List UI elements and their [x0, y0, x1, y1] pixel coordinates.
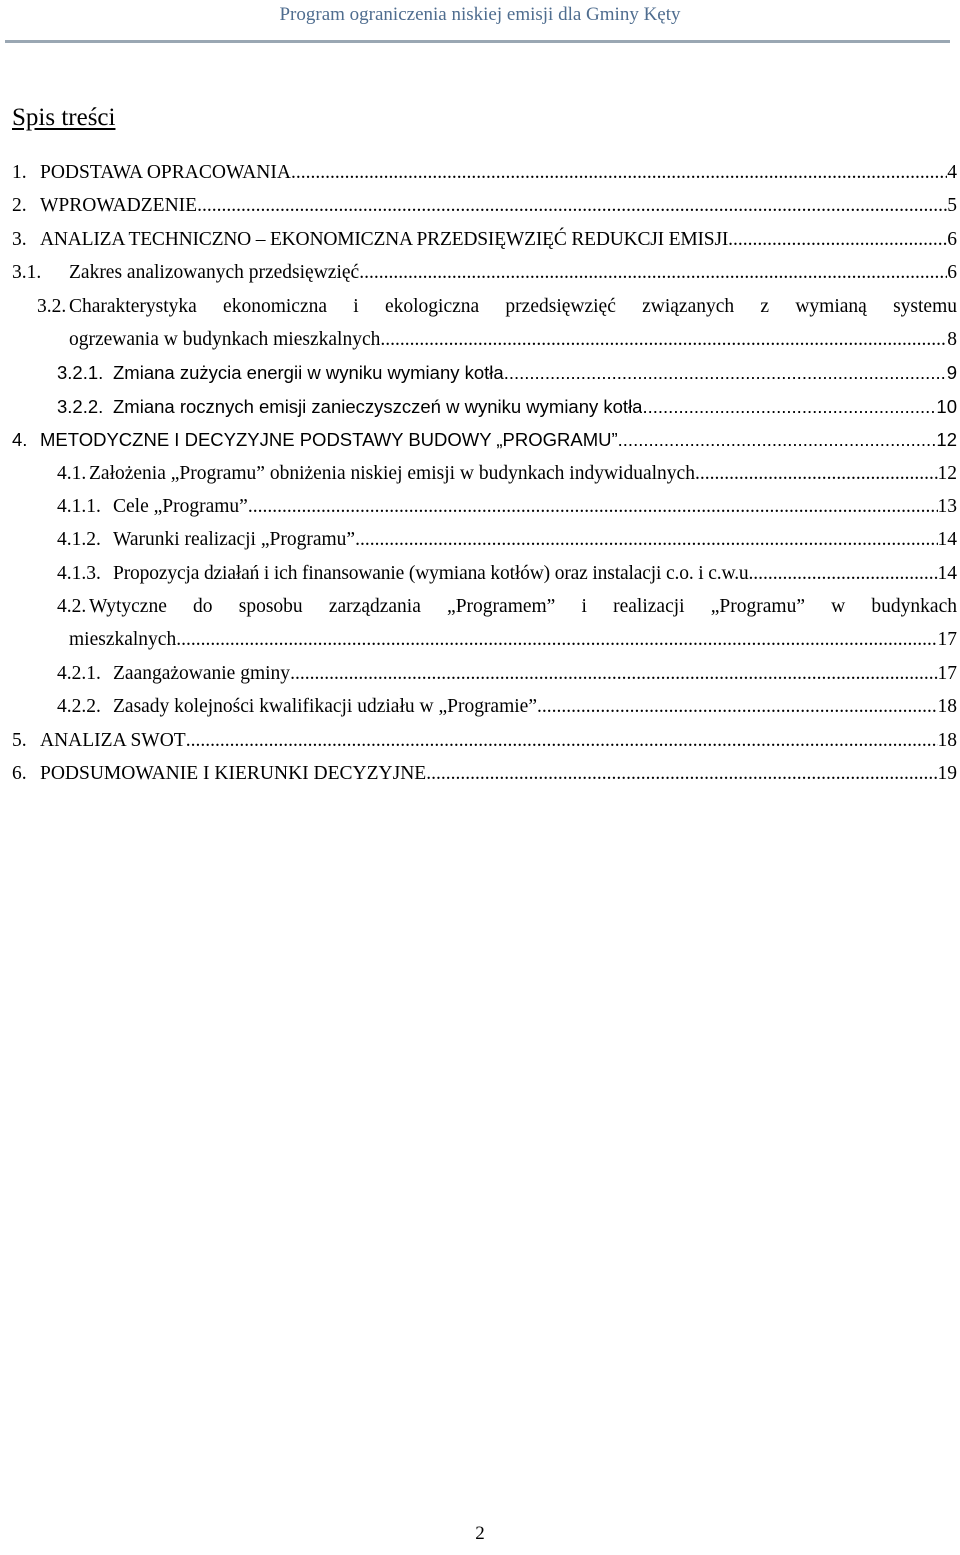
toc-entry[interactable] [0, 690, 960, 723]
toc-entry[interactable] [0, 256, 960, 289]
toc-entry-page: 6 [947, 228, 957, 250]
toc-entry-text: ANALIZA TECHNICZNO – EKONOMICZNA PRZEDSIĘWZIĘĆ REDUKCJI EMISJI [40, 228, 729, 250]
toc-entry-number: 4.1. [57, 462, 87, 484]
toc-entry-page: 8 [947, 328, 957, 350]
header-rule [5, 40, 950, 43]
toc-entry[interactable] [0, 356, 960, 389]
toc-entry-text-continued: ogrzewania w budynkach mieszkalnych [69, 328, 381, 350]
running-header [0, 0, 960, 44]
toc-entry-number: 3. [12, 228, 27, 250]
toc-entry-page: 12 [937, 462, 957, 484]
toc-entry-page: 14 [937, 562, 957, 584]
toc-entry-text: Zmiana zużycia energii w wyniku wymiany kotła [113, 362, 504, 384]
toc-entry-text: Propozycja działań i ich finansowanie (wymiana kotłów) oraz instalacji c.o. i c.w.u. [113, 562, 754, 584]
toc-entry-text: PODSTAWA OPRACOWANIA [40, 162, 291, 183]
toc-leader [642, 390, 936, 423]
toc-entry[interactable] [0, 590, 960, 657]
toc-entry[interactable] [0, 557, 960, 590]
toc-entry[interactable] [0, 490, 960, 523]
toc-entry-text: Zmiana rocznych emisji zanieczyszczeń w wyniku wymiany kotła [113, 395, 643, 417]
toc-leader [176, 623, 937, 656]
toc-entry[interactable] [0, 523, 960, 556]
toc-entry-text: Wytyczne do sposobu zarządzania „Programem” i realizacji „Programu” w budynkach [89, 596, 957, 618]
page-number: 2 [475, 1523, 485, 1544]
toc-entry-number: 1. [12, 162, 27, 183]
toc-entry[interactable] [0, 290, 960, 357]
toc-entry-number: 3.1. [12, 262, 42, 284]
toc-entry-page: 18 [937, 729, 957, 751]
document-title-header: Program ograniczenia niskiej emisji dla Gminy Kęty [279, 4, 681, 25]
toc-entry-page: 9 [946, 362, 957, 384]
toc-entry[interactable] [0, 390, 960, 423]
toc-entry-number: 4.2. [57, 596, 87, 618]
toc-leader [197, 189, 947, 222]
toc-leader [537, 690, 938, 723]
toc-entry-page: 6 [947, 262, 957, 284]
toc-leader [186, 724, 938, 757]
toc-entry-text: PODSUMOWANIE I KIERUNKI DECYZYJNE [40, 763, 427, 785]
toc-leader [426, 757, 937, 790]
toc-entry-page: 17 [937, 662, 957, 684]
toc-entry-number: 3.2.2. [57, 395, 104, 417]
toc-leader [290, 657, 937, 690]
toc-entry[interactable] [0, 724, 960, 757]
toc-entry-page: 4 [947, 162, 957, 183]
toc-leader [291, 156, 947, 189]
toc-entry[interactable] [0, 757, 960, 790]
toc-leader [618, 423, 937, 456]
toc-entry-text-continued: mieszkalnych [69, 629, 177, 651]
toc-leader [695, 457, 938, 490]
toc-entry-page: 10 [936, 395, 957, 417]
toc-entry[interactable] [0, 189, 960, 222]
toc-entry-number: 3.2. [37, 295, 67, 317]
toc-entry-number: 2. [12, 195, 27, 217]
toc-leader [355, 523, 937, 556]
toc-entry-page: 17 [937, 629, 957, 651]
toc-leader [753, 557, 937, 590]
toc-entry[interactable] [0, 423, 960, 456]
toc-heading[interactable]: Spis treści [12, 104, 116, 131]
toc-entry-text: Charakterystyka ekonomiczna i ekologiczna przedsięwzięć związanych z wymianą systemu [69, 295, 957, 317]
toc-entry-page: 5 [947, 195, 957, 217]
toc-leader [380, 323, 947, 356]
toc-entry-text: WPROWADZENIE [40, 195, 198, 217]
toc-leader [728, 223, 947, 256]
table-of-contents [0, 156, 960, 790]
toc-entry[interactable] [0, 223, 960, 256]
toc-entry-number: 6. [12, 763, 27, 785]
toc-entry-text: Założenia „Programu” obniżenia niskiej emisji w budynkach indywidualnych [89, 462, 695, 484]
toc-entry-text: Zakres analizowanych przedsięwzięć [69, 262, 360, 284]
toc-entry-text: METODYCZNE I DECYZYJNE PODSTAWY BUDOWY „PROGRAMU” [40, 429, 618, 451]
toc-entry-page: 13 [937, 495, 957, 517]
toc-entry-number: 4. [12, 429, 28, 451]
toc-entry-text: Zaangażowanie gminy [113, 662, 291, 684]
toc-entry-number: 4.1.1. [57, 495, 101, 517]
toc-entry-text: Warunki realizacji „Programu” [113, 529, 356, 551]
toc-entry-page: 18 [937, 696, 957, 718]
toc-entry-page: 12 [936, 429, 957, 451]
toc-leader [359, 256, 947, 289]
toc-entry-text: Zasady kolejności kwalifikacji udziału w „Programie” [113, 696, 537, 718]
toc-entry-number: 4.1.3. [57, 562, 101, 584]
toc-entry[interactable] [0, 156, 960, 189]
toc-leader [248, 490, 938, 523]
toc-entry-number: 4.2.2. [57, 696, 101, 718]
toc-entry-page: 19 [937, 763, 957, 785]
toc-entry[interactable] [0, 457, 960, 490]
toc-entry[interactable] [0, 657, 960, 690]
toc-entry-number: 5. [12, 729, 27, 751]
toc-entry-text: Cele „Programu” [113, 495, 248, 517]
toc-entry-number: 4.1.2. [57, 529, 101, 551]
toc-entry-page: 14 [937, 529, 957, 551]
toc-leader [504, 356, 947, 389]
toc-entry-text: ANALIZA SWOT [40, 729, 186, 751]
toc-entry-number: 3.2.1. [57, 362, 104, 384]
toc-entry-number: 4.2.1. [57, 662, 101, 684]
